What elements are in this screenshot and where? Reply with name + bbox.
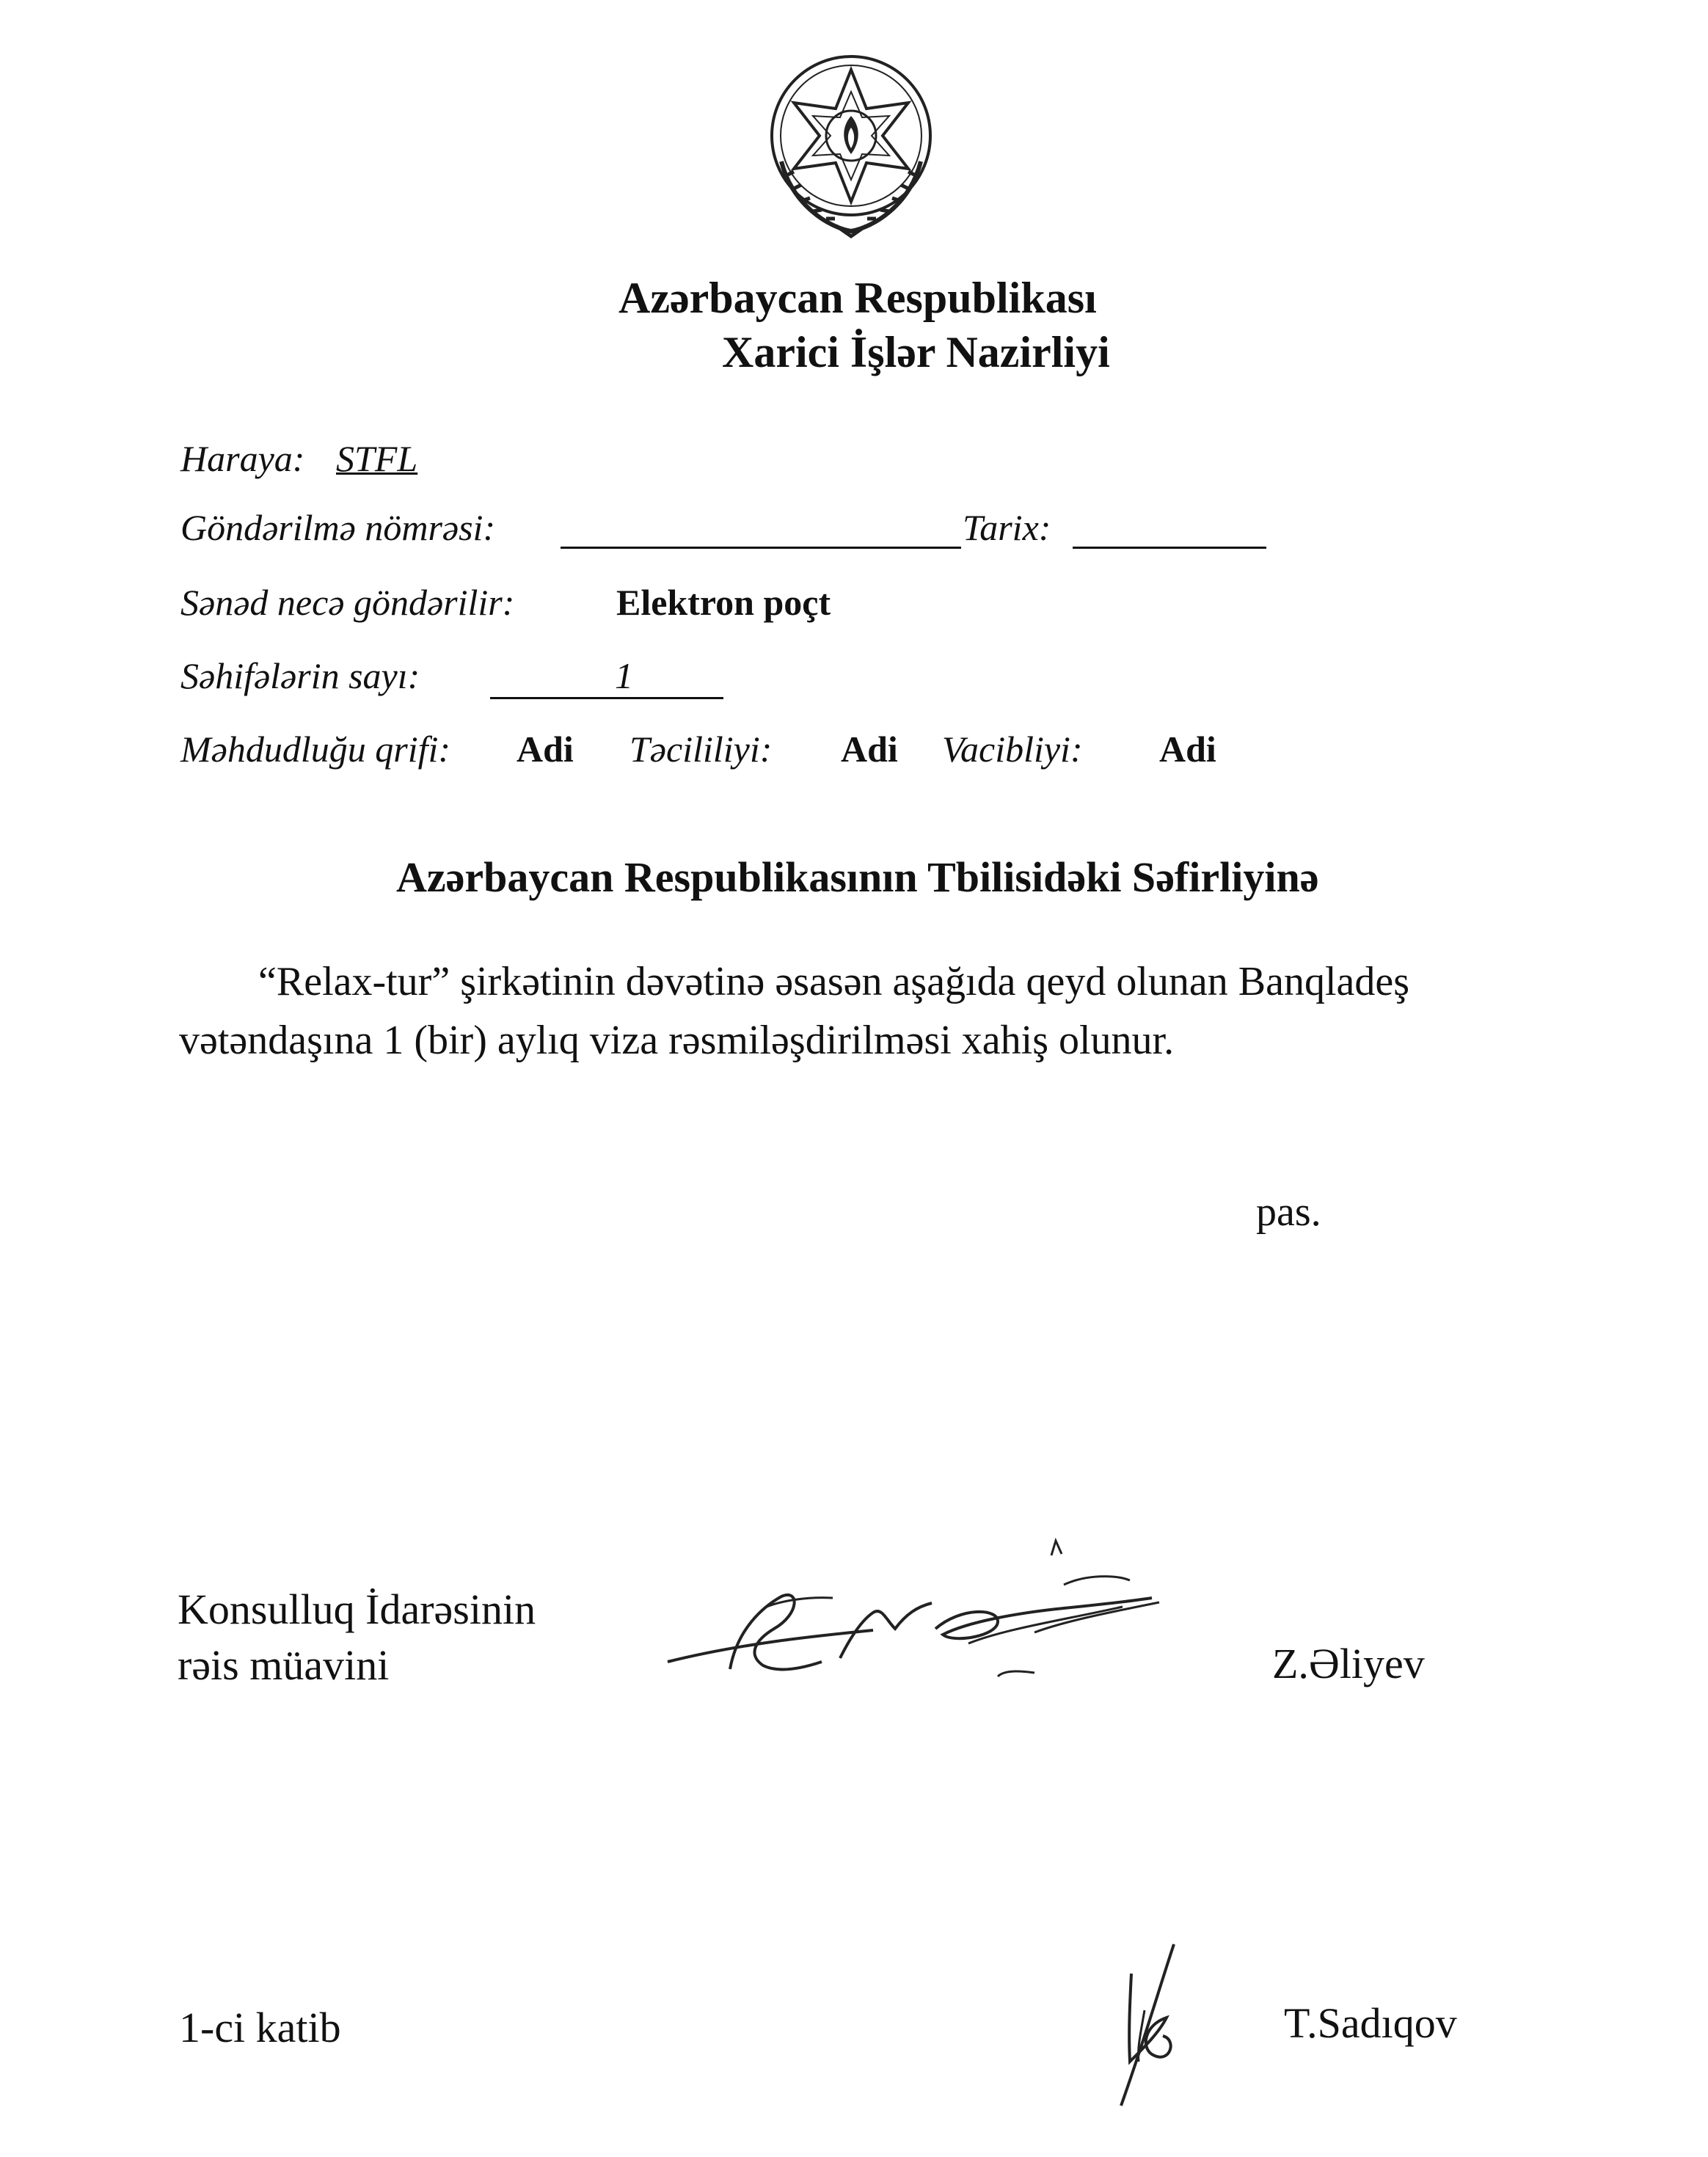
pas-label: pas. [1256, 1189, 1321, 1235]
signatory1-name: Z.Əliyev [1272, 1640, 1425, 1687]
body-line-1: “Relax-tur” şirkətinin dəvətinə əsasən aşağıda qeyd olunan Banqladeş [258, 959, 1410, 1004]
ministry-name: Xarici İşlər Nazirliyi [722, 328, 1110, 376]
signatory2-title: 1-ci katib [179, 2004, 341, 2051]
vacib-value: Adi [1159, 729, 1216, 770]
haraya-label: Haraya: [180, 438, 305, 479]
mehdud-label: Məhdudluğu qrifi: [180, 729, 451, 770]
gonderilme-blank-line [561, 547, 961, 549]
sehife-label: Səhifələrin sayı: [180, 655, 420, 696]
tarix-label: Tarix: [963, 507, 1051, 548]
signatory1-title-line2: rəis müavini [178, 1641, 390, 1689]
signature-2 [1101, 1937, 1203, 2113]
vacib-label: Vacibliyi: [942, 729, 1083, 770]
mehdud-value: Adi [517, 729, 574, 770]
sehife-value: 1 [615, 655, 633, 696]
addressee: Azərbaycan Respublikasının Tbilisidəki Səfirliyinə [396, 853, 1319, 901]
signatory2-name: T.Sadıqov [1284, 1999, 1457, 2047]
tecili-value: Adi [841, 729, 898, 770]
sehife-blank-line [490, 697, 723, 699]
coat-of-arms-emblem [763, 51, 939, 242]
gonderilme-label: Göndərilmə nömrəsi: [180, 507, 496, 548]
sened-label: Sənəd necə göndərilir: [180, 582, 515, 623]
signatory1-title-line1: Konsulluq İdarəsinin [178, 1585, 536, 1633]
tecili-label: Təcililiyi: [629, 729, 773, 770]
signature-1 [653, 1526, 1211, 1702]
ministry-country: Azərbaycan Respublikası [618, 274, 1097, 322]
sened-value: Elektron poçt [616, 582, 831, 623]
body-line-2: vətəndaşına 1 (bir) aylıq viza rəsmiləşdirilməsi xahiş olunur. [179, 1018, 1175, 1063]
tarix-blank-line [1073, 547, 1266, 549]
haraya-value: STFL [336, 438, 418, 479]
